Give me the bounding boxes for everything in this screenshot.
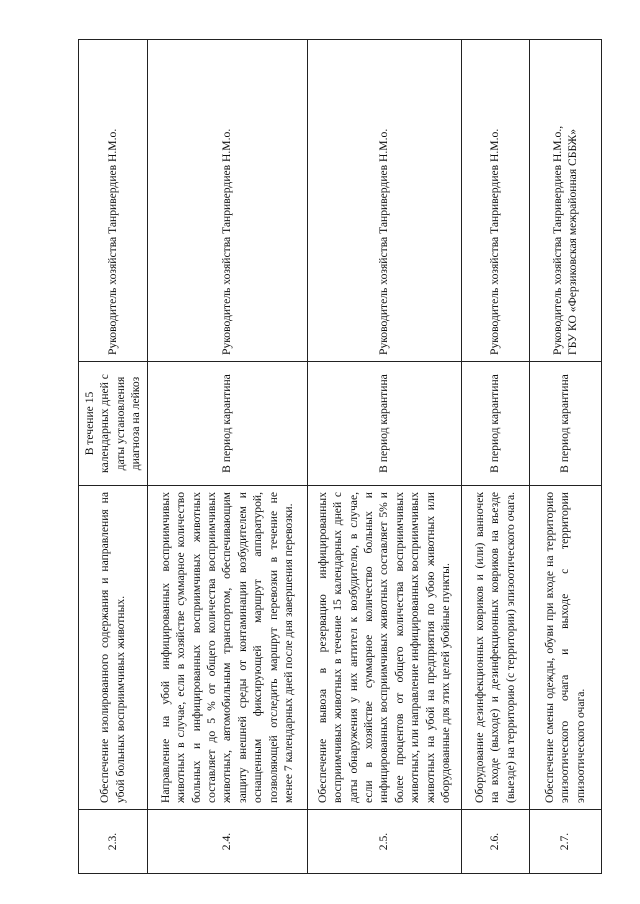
measure-text: Обеспечение вывоза в резервацию инфицированных восприимчивых животных в течение 15 календарных дней с даты обнаружения у них антител к возбудителю, в случае, если в хозяйстве суммарное количество больных и инфицированных восприимчивых животных составляет 5% и более процентов от общего количества восприимчивых животных, или направление инфицированных восприимчивых животных на убой на предприятия по убою животных или оборудованные для этих целей убойные пункты.: [307, 486, 461, 810]
table-row: [307, 40, 461, 874]
row-number: 2.7.: [529, 810, 601, 874]
measure-text: Обеспечение смены одежды, обуви при входе на территорию эпизоотического очага и выходе с территории эпизоотического очага.: [529, 486, 601, 810]
table-row: [529, 40, 601, 874]
deadline-text: В период карантина: [488, 374, 502, 473]
table-row: [461, 40, 529, 874]
responsible-text: Руководитель хозяйства Танривердиев Н.М.о.: [488, 128, 502, 355]
row-number: 2.4.: [147, 810, 307, 874]
deadline-cell: [307, 362, 461, 486]
table-row: [147, 40, 307, 874]
deadline-cell: [79, 362, 148, 486]
measure-text: Обеспечение изолированного содержания и направления на убой больных восприимчивых животных.: [79, 486, 148, 810]
responsible-text: Руководитель хозяйства Танривердиев Н.М.о.,: [550, 125, 564, 355]
responsible-cell: [461, 40, 529, 362]
deadline-text: В период карантина: [558, 374, 572, 473]
responsible-text: Руководитель хозяйства Танривердиев Н.М.о.: [220, 128, 234, 355]
responsible-text: Руководитель хозяйства Танривердиев Н.М.о.: [106, 128, 120, 355]
deadline-cell: [147, 362, 307, 486]
responsible-cell: [529, 40, 601, 362]
deadline-cell: [461, 362, 529, 486]
responsible-text: ГБУ КО «Ферзиковская межрайонная СББЖ»: [566, 129, 580, 355]
deadline-text: В период карантина: [220, 374, 234, 473]
table-row: [79, 40, 148, 874]
measure-text: Направление на убой инфицированных восприимчивых животных в случае, если в хозяйстве суммарное количество больных и инфицированных восприимчивых животных составляет до 5 % от общего количества восприимчивых животных, автомобильным транспортом, обеспечивающим защиту внешней среды от контаминации возбудителем и оснащенным фиксирующей маршрут аппаратурой, позволяющей отследить маршрут перевозки в течение не менее 7 календарных дней после дня завершения перевозки.: [147, 486, 307, 810]
responsible-text: Руководитель хозяйства Танривердиев Н.М.о.: [377, 128, 391, 355]
deadline-text: В течение 15 календарных дней с даты установления диагноза на лейкоз: [83, 374, 143, 473]
rotated-page: [78, 40, 598, 874]
measures-table: [78, 39, 602, 874]
responsible-cell: [307, 40, 461, 362]
row-number: 2.6.: [461, 810, 529, 874]
measure-text: Оборудование дезинфекционных ковриков и (или) ванночек на входе (выходе) и дезинфекционных ковриков на въезде (выезде) на территорию (с территории) эпизоотического очага.: [461, 486, 529, 810]
row-number: 2.5.: [307, 810, 461, 874]
deadline-text: В период карантина: [377, 374, 391, 473]
deadline-cell: [529, 362, 601, 486]
responsible-cell: [79, 40, 148, 362]
responsible-cell: [147, 40, 307, 362]
row-number: 2.3.: [79, 810, 148, 874]
